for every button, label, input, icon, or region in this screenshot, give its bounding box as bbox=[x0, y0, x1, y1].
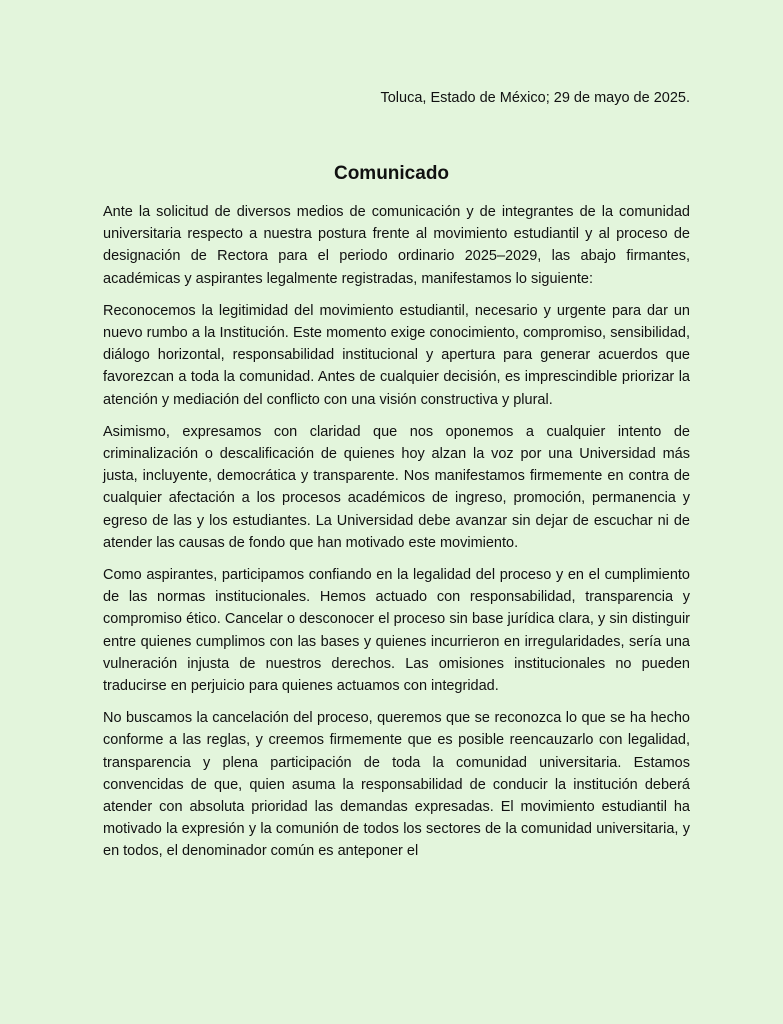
page-title: Comunicado bbox=[333, 163, 450, 184]
paragraph-4: Como aspirantes, participamos confiando en la legalidad del proceso y en el cumplimiento de las normas institucionales. Hemos actuado con responsabilidad, transparencia y compromiso ético. Cancelar o desconocer el proceso sin base jurídica clara, y sin distinguir entre quienes cumplimos con las bases y quienes incurrieron en irregularidades, sería una vulneración injusta de nuestros derechos. Las omisiones institucionales no pueden traducirse en perjuicio para quienes actuamos con integridad. bbox=[103, 567, 690, 695]
paragraph-2: Reconocemos la legitimidad del movimiento estudiantil, necesario y urgente para dar un nuevo rumbo a la Institución. Este momento exige conocimiento, compromiso, sensibilidad, diálogo horizontal, responsabilidad institucional y apertura para generar acuerdos que favorezcan a toda la comunidad. Antes de cualquier decisión, es imprescindible priorizar la atención y mediación del conflicto con una visión constructiva y plural. bbox=[103, 302, 690, 408]
paragraph-5: No buscamos la cancelación del proceso, queremos que se reconozca lo que se ha hecho conforme a las reglas, y creemos firmemente que es posible reencauzarlo con legalidad, transparencia y plena participación de toda la comunidad universitaria. Estamos convencidas de que, quien asuma la responsabilidad de conducir la institución deberá atender con absoluta prioridad las demandas expresadas. El movimiento estudiantil ha motivado la expresión y la comunión de todos los sectores de la comunidad universitaria, y en todos, el denominador común es anteponer el bbox=[103, 710, 690, 860]
document-body bbox=[103, 201, 690, 873]
date-line: Toluca, Estado de México; 29 de mayo de 2025. bbox=[380, 90, 690, 106]
paragraph-3: Asimismo, expresamos con claridad que nos oponemos a cualquier intento de criminalización o descalificación de quienes hoy alzan la voz por una Universidad más justa, incluyente, democrática y transparente. Nos manifestamos firmemente en contra de cualquier afectación a los procesos académicos de ingreso, promoción, permanencia y egreso de las y los estudiantes. La Universidad debe avanzar sin dejar de escuchar ni de atender las causas de fondo que han motivado este movimiento. bbox=[103, 423, 690, 551]
paragraph-1: Ante la solicitud de diversos medios de comunicación y de integrantes de la comunidad universitaria respecto a nuestra postura frente al movimiento estudiantil y al proceso de designación de Rectora para el periodo ordinario 2025–2029, las abajo firmantes, académicas y aspirantes legalmente registradas, manifestamos lo siguiente: bbox=[103, 204, 690, 287]
